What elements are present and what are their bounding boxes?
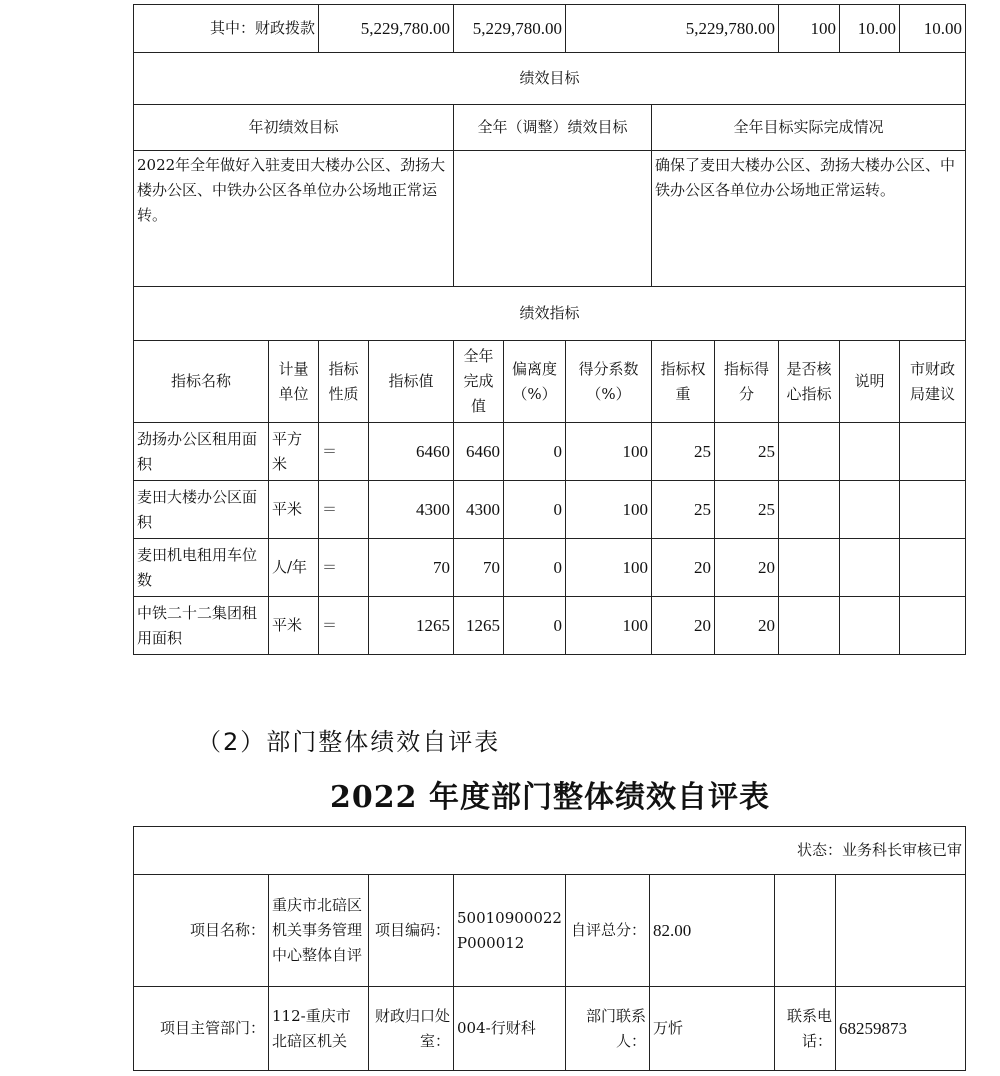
goals-col-initial: 年初绩效目标 <box>134 105 454 151</box>
self-score-label: 自评总分： <box>566 875 650 987</box>
fund-value-1: 5,229,780.00 <box>319 5 454 53</box>
indicators-header: 绩效指标 <box>134 287 966 341</box>
goal-adjusted-text <box>454 151 652 287</box>
page-title: 2022 年度部门整体绩效自评表 <box>330 780 770 815</box>
goal-actual-text: 确保了麦田大楼办公区、劲扬大楼办公区、中铁办公区各单位办公场地正常运转。 <box>652 151 966 287</box>
goals-header: 绩效目标 <box>134 53 966 105</box>
indicator-weight: 25 <box>652 481 715 539</box>
phone-label: 联系电话： <box>775 987 836 1071</box>
goals-col-actual: 全年目标实际完成情况 <box>652 105 966 151</box>
indicator-actual: 6460 <box>454 423 504 481</box>
indicator-score: 25 <box>715 423 779 481</box>
status-badge: 状态：业务科长审核已审 <box>134 827 966 875</box>
indicator-name: 麦田机电租用车位数 <box>134 539 269 597</box>
col-unit: 计量单位 <box>269 341 319 423</box>
col-weight: 指标权重 <box>652 341 715 423</box>
fund-value-6: 10.00 <box>900 5 966 53</box>
indicator-advice <box>900 597 966 655</box>
indicator-core <box>779 423 840 481</box>
col-actual: 全年完成值 <box>454 341 504 423</box>
indicator-score: 20 <box>715 597 779 655</box>
col-nature: 指标性质 <box>319 341 369 423</box>
indicator-core <box>779 539 840 597</box>
indicator-nature: ＝ <box>319 423 369 481</box>
finance-office-value: 004-行财科 <box>454 987 566 1071</box>
dept-label: 项目主管部门： <box>134 987 269 1071</box>
indicator-target: 4300 <box>369 481 454 539</box>
project-name-label: 项目名称： <box>134 875 269 987</box>
indicator-advice <box>900 481 966 539</box>
indicator-name: 麦田大楼办公区面积 <box>134 481 269 539</box>
indicator-weight: 25 <box>652 423 715 481</box>
indicator-nature: ＝ <box>319 539 369 597</box>
col-deviation: 偏离度（%） <box>504 341 566 423</box>
indicator-col-headers <box>134 341 966 423</box>
project-code-label: 项目编码： <box>369 875 454 987</box>
self-score-value: 82.00 <box>650 875 775 987</box>
indicator-target: 70 <box>369 539 454 597</box>
indicator-coef: 100 <box>566 423 652 481</box>
table-row <box>134 481 966 539</box>
fund-label: 其中：财政拨款 <box>134 5 319 53</box>
indicator-deviation: 0 <box>504 597 566 655</box>
dept-value: 112-重庆市北碚区机关 <box>269 987 369 1071</box>
fund-value-2: 5,229,780.00 <box>454 5 566 53</box>
empty-cell <box>836 875 966 987</box>
indicator-deviation: 0 <box>504 481 566 539</box>
indicator-unit: 平方米 <box>269 423 319 481</box>
indicator-advice <box>900 423 966 481</box>
col-target: 指标值 <box>369 341 454 423</box>
indicator-score: 20 <box>715 539 779 597</box>
indicator-score: 25 <box>715 481 779 539</box>
project-code-value: 50010900022P000012 <box>454 875 566 987</box>
fund-value-3: 5,229,780.00 <box>566 5 779 53</box>
indicator-coef: 100 <box>566 481 652 539</box>
indicator-advice <box>900 539 966 597</box>
col-score: 指标得分 <box>715 341 779 423</box>
finance-office-label: 财政归口处室： <box>369 987 454 1071</box>
table-row <box>134 539 966 597</box>
indicator-name: 劲扬办公区租用面积 <box>134 423 269 481</box>
indicator-target: 1265 <box>369 597 454 655</box>
indicator-name: 中铁二十二集团租用面积 <box>134 597 269 655</box>
indicator-unit: 平米 <box>269 597 319 655</box>
phone-value: 68259873 <box>836 987 966 1071</box>
indicator-actual: 70 <box>454 539 504 597</box>
performance-table <box>133 4 966 655</box>
indicator-core <box>779 481 840 539</box>
indicator-actual: 1265 <box>454 597 504 655</box>
empty-cell <box>775 875 836 987</box>
indicator-nature: ＝ <box>319 481 369 539</box>
indicator-deviation: 0 <box>504 423 566 481</box>
table-row <box>134 423 966 481</box>
department-self-eval-table <box>133 826 966 1071</box>
indicator-note <box>840 539 900 597</box>
indicator-unit: 人/年 <box>269 539 319 597</box>
col-core: 是否核心指标 <box>779 341 840 423</box>
indicator-note <box>840 597 900 655</box>
table-row <box>134 597 966 655</box>
goal-initial-text: 2022年全年做好入驻麦田大楼办公区、劲扬大楼办公区、中铁办公区各单位办公场地正常运转。 <box>134 151 454 287</box>
section-subtitle: （2）部门整体绩效自评表 <box>197 728 501 756</box>
indicator-coef: 100 <box>566 539 652 597</box>
indicator-target: 6460 <box>369 423 454 481</box>
indicator-core <box>779 597 840 655</box>
fund-value-4: 100 <box>779 5 840 53</box>
indicator-weight: 20 <box>652 597 715 655</box>
col-indicator-name: 指标名称 <box>134 341 269 423</box>
col-advice: 市财政局建议 <box>900 341 966 423</box>
indicator-coef: 100 <box>566 597 652 655</box>
col-coef: 得分系数（%） <box>566 341 652 423</box>
indicator-weight: 20 <box>652 539 715 597</box>
col-note: 说明 <box>840 341 900 423</box>
indicator-deviation: 0 <box>504 539 566 597</box>
goals-col-adjusted: 全年（调整）绩效目标 <box>454 105 652 151</box>
fund-row <box>134 5 966 53</box>
indicator-note <box>840 423 900 481</box>
fund-value-5: 10.00 <box>840 5 900 53</box>
contact-label: 部门联系人： <box>566 987 650 1071</box>
project-name-value: 重庆市北碚区机关事务管理中心整体自评 <box>269 875 369 987</box>
contact-value: 万忻 <box>650 987 775 1071</box>
indicator-nature: ＝ <box>319 597 369 655</box>
indicator-note <box>840 481 900 539</box>
indicator-unit: 平米 <box>269 481 319 539</box>
indicator-actual: 4300 <box>454 481 504 539</box>
